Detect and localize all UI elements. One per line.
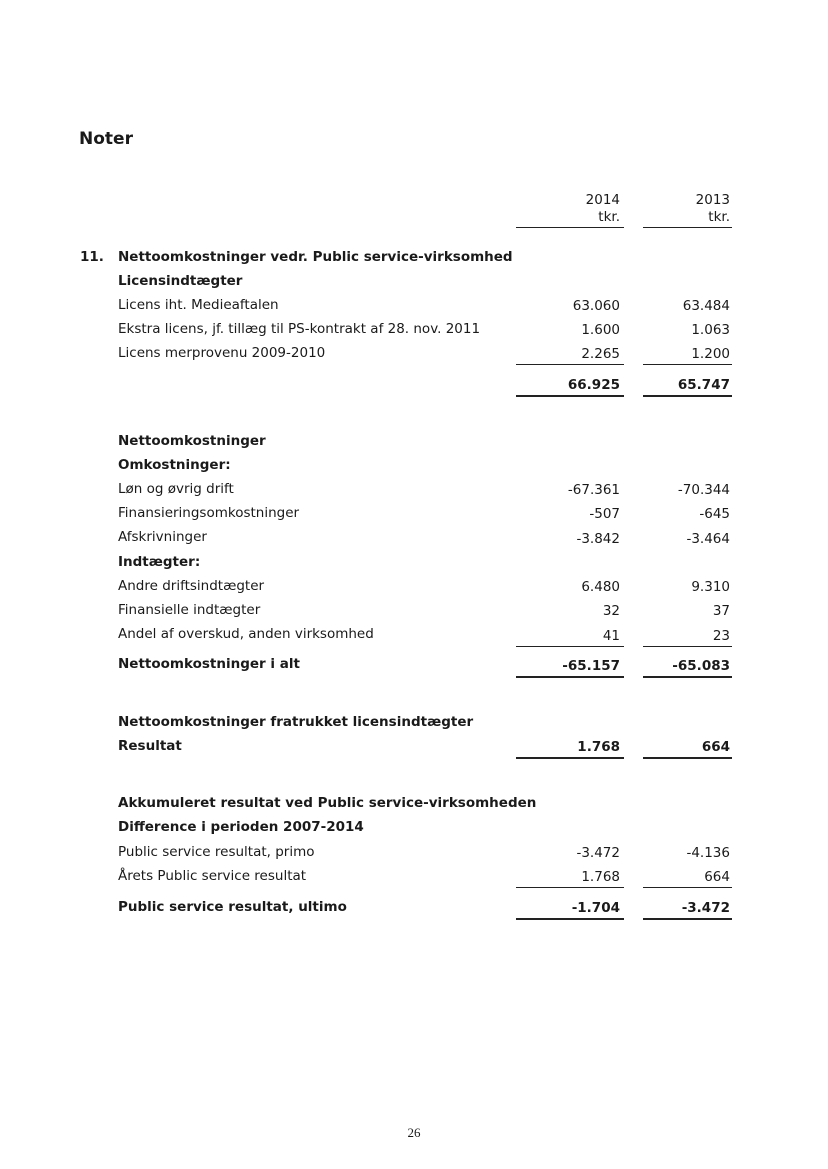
col-header-2013: 2013 xyxy=(695,192,730,208)
resultat-label: Resultat xyxy=(118,738,182,754)
header-underline-2014 xyxy=(516,227,624,228)
ind-row-2014: 41 xyxy=(602,628,620,644)
licens-total-2014: 66.925 xyxy=(567,377,620,393)
col-unit-2014: tkr. xyxy=(598,209,620,225)
total-line-2013 xyxy=(643,676,732,678)
subtotal-line-2013 xyxy=(643,887,732,888)
omk-row-label: Finansieringsomkostninger xyxy=(118,505,300,521)
akk-row-label: Public service resultat, primo xyxy=(118,844,315,860)
subtotal-line-2013 xyxy=(643,364,732,365)
omk-row-2014: -67.361 xyxy=(567,482,620,498)
section-number: 11. xyxy=(80,249,104,265)
page-heading: Noter xyxy=(79,129,133,149)
ind-row-label: Andel af overskud, anden virksomhed xyxy=(118,626,374,642)
licens-row-label: Licens iht. Medieaftalen xyxy=(118,297,279,313)
akk-row-2014: -3.472 xyxy=(576,845,620,861)
netto-total-2013: -65.083 xyxy=(672,658,730,674)
akk-total-2013: -3.472 xyxy=(681,900,730,916)
netto-header: Nettoomkostninger xyxy=(118,433,266,449)
licens-row-2013: 1.200 xyxy=(691,346,730,362)
licens-total-2013: 65.747 xyxy=(677,377,730,393)
omk-row-2013: -3.464 xyxy=(686,531,730,547)
omk-header: Omkostninger: xyxy=(118,457,231,473)
akk-row-label: Årets Public service resultat xyxy=(118,868,307,884)
subtotal-line-2013 xyxy=(643,646,732,647)
omk-row-label: Afskrivninger xyxy=(118,529,207,545)
akk-row-2014: 1.768 xyxy=(581,869,620,885)
ind-row-2014: 32 xyxy=(602,603,620,619)
total-line-2014 xyxy=(516,757,624,759)
total-line-2013 xyxy=(643,395,732,397)
licens-row-2013: 63.484 xyxy=(682,298,730,314)
header-underline-2013 xyxy=(643,227,732,228)
licens-header: Licensindtægter xyxy=(118,273,243,289)
resultat-2014: 1.768 xyxy=(577,739,620,755)
licens-row-label: Licens merprovenu 2009-2010 xyxy=(118,345,326,361)
akk-subheader: Difference i perioden 2007-2014 xyxy=(118,819,364,835)
total-line-2013 xyxy=(643,757,732,759)
page-number: 26 xyxy=(407,1125,421,1140)
akk-total-label: Public service resultat, ultimo xyxy=(118,899,347,915)
licens-row-label: Ekstra licens, jf. tillæg til PS-kontrakt af 28. nov. 2011 xyxy=(118,321,481,337)
col-header-2014: 2014 xyxy=(585,192,620,208)
ind-row-2013: 37 xyxy=(712,603,730,619)
ind-row-2014: 6.480 xyxy=(581,579,620,595)
netto-total-label: Nettoomkostninger i alt xyxy=(118,656,300,672)
omk-row-2013: -70.344 xyxy=(677,482,730,498)
ind-header: Indtægter: xyxy=(118,554,201,570)
total-line-2013 xyxy=(643,918,732,920)
ind-row-2013: 9.310 xyxy=(691,579,730,595)
ind-row-2013: 23 xyxy=(712,628,730,644)
resultat-header: Nettoomkostninger fratrukket licensindtægter xyxy=(118,714,474,730)
omk-row-2014: -3.842 xyxy=(576,531,620,547)
section-title: Nettoomkostninger vedr. Public service-virksomhed xyxy=(118,249,513,265)
ind-row-label: Finansielle indtægter xyxy=(118,602,261,618)
omk-row-2014: -507 xyxy=(589,506,620,522)
akk-header: Akkumuleret resultat ved Public service-virksomheden xyxy=(118,795,537,811)
subtotal-line-2014 xyxy=(516,887,624,888)
licens-row-2014: 63.060 xyxy=(572,298,620,314)
akk-row-2013: -4.136 xyxy=(686,845,730,861)
licens-row-2014: 1.600 xyxy=(581,322,620,338)
total-line-2014 xyxy=(516,395,624,397)
omk-row-2013: -645 xyxy=(699,506,730,522)
col-unit-2013: tkr. xyxy=(708,209,730,225)
resultat-2013: 664 xyxy=(701,739,730,755)
netto-total-2014: -65.157 xyxy=(562,658,620,674)
total-line-2014 xyxy=(516,676,624,678)
licens-row-2013: 1.063 xyxy=(691,322,730,338)
subtotal-line-2014 xyxy=(516,646,624,647)
licens-row-2014: 2.265 xyxy=(581,346,620,362)
subtotal-line-2014 xyxy=(516,364,624,365)
omk-row-label: Løn og øvrig drift xyxy=(118,481,234,497)
akk-row-2013: 664 xyxy=(704,869,730,885)
ind-row-label: Andre driftsindtægter xyxy=(118,578,265,594)
total-line-2014 xyxy=(516,918,624,920)
akk-total-2014: -1.704 xyxy=(571,900,620,916)
